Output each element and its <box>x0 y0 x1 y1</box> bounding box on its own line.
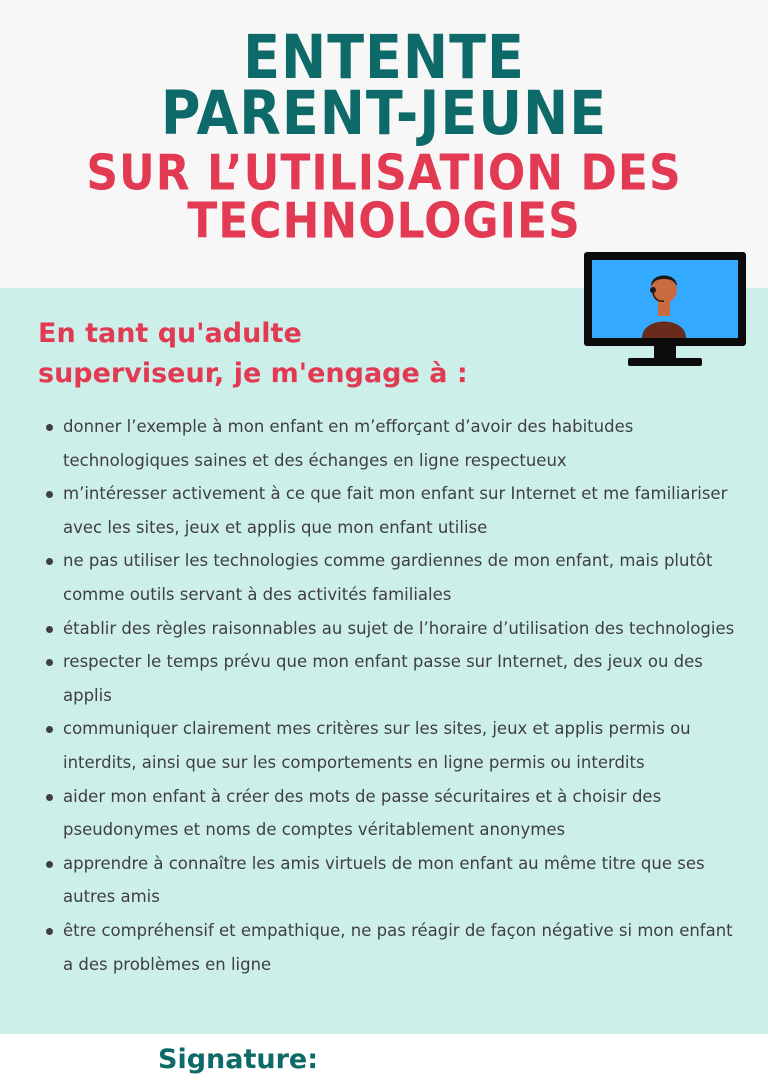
bullet-icon <box>46 491 53 498</box>
list-item-text: aider mon enfant à créer des mots de passe sécuritaires et à choisir des pseudonymes et noms de comptes véritablement anonymes <box>63 786 662 840</box>
list-item-text: établir des règles raisonnables au sujet de l’horaire d’utilisation des technologies <box>63 618 735 638</box>
bullet-icon <box>46 861 53 868</box>
bullet-icon <box>46 794 53 801</box>
title-line-1: ENTENTE <box>243 22 525 93</box>
bullet-icon <box>46 424 53 431</box>
bullet-icon <box>46 558 53 565</box>
bullet-icon <box>46 726 53 733</box>
list-item <box>38 847 738 914</box>
list-item <box>38 477 738 544</box>
list-item-text: donner l’exemple à mon enfant en m’efforçant d’avoir des habitudes technologiques saines et des échanges en ligne respectueux <box>63 417 634 470</box>
list-item-text: ne pas utiliser les technologies comme gardiennes de mon enfant, mais plutôt comme outils servant à des activités familiales <box>63 551 713 604</box>
engagement-heading-line-1: En tant qu'adulte <box>38 318 302 349</box>
page-title <box>0 22 768 250</box>
list-item <box>38 645 738 712</box>
list-item <box>38 410 738 477</box>
engagement-heading <box>38 314 558 394</box>
title-line-4: TECHNOLOGIES <box>187 192 581 250</box>
signature-label: Signature: <box>158 1044 319 1075</box>
commitment-list <box>38 410 738 981</box>
list-item-text: respecter le temps prévu que mon enfant passe sur Internet, des jeux ou des applis <box>63 652 703 705</box>
bullet-icon <box>46 659 53 666</box>
bullet-icon <box>46 626 53 633</box>
list-item <box>38 612 738 646</box>
list-item <box>38 914 738 981</box>
list-item <box>38 780 738 847</box>
list-item <box>38 712 738 779</box>
title-line-3: SUR L’UTILISATION DES <box>86 144 682 202</box>
list-item-text: communiquer clairement mes critères sur les sites, jeux et applis permis ou interdits, ainsi que sur les comportements en ligne permis ou interdits <box>63 719 691 772</box>
monitor-with-person-icon <box>582 250 748 370</box>
engagement-heading-line-2: superviseur, je m'engage à : <box>38 358 468 389</box>
list-item <box>38 544 738 611</box>
list-item-text: apprendre à connaître les amis virtuels de mon enfant au même titre que ses autres amis <box>63 853 705 907</box>
title-line-2: PARENT-JEUNE <box>160 78 608 149</box>
bullet-icon <box>46 928 53 935</box>
list-item-text: être compréhensif et empathique, ne pas réagir de façon négative si mon enfant a des problèmes en ligne <box>63 920 733 974</box>
list-item-text: m’intéresser activement à ce que fait mon enfant sur Internet et me familiariser avec les sites, jeux et applis que mon enfant utilise <box>63 484 728 537</box>
